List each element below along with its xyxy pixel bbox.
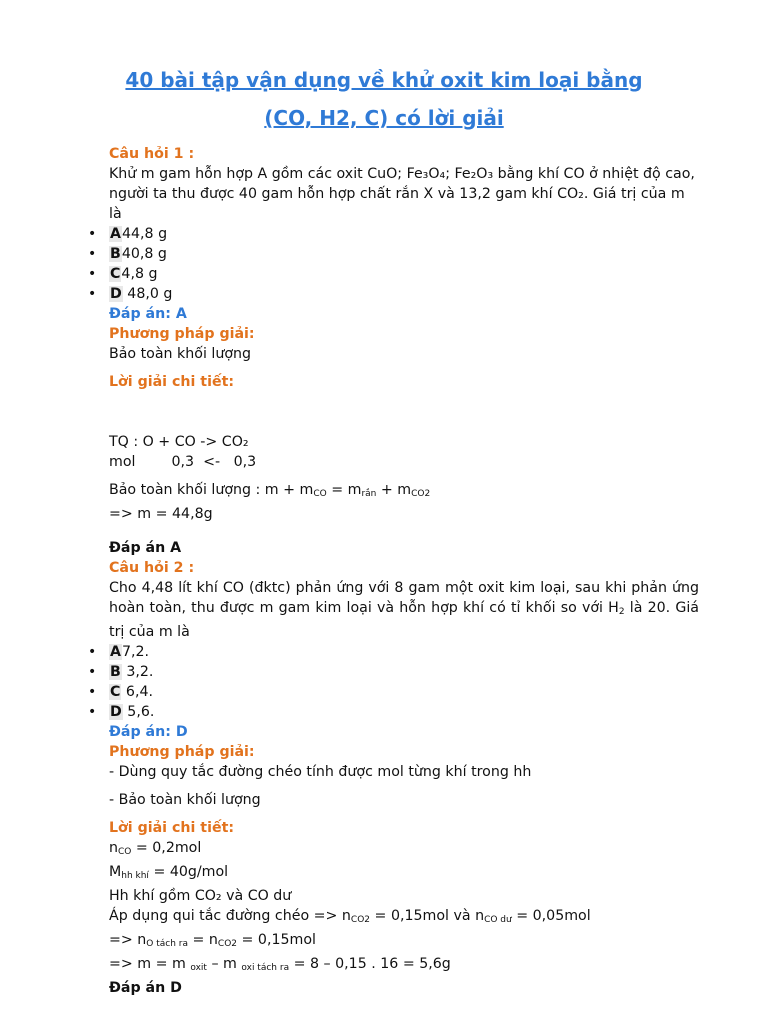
q1-option-a[interactable]: • A44,8 g bbox=[109, 224, 699, 244]
q2-option-b[interactable]: • B 3,2. bbox=[109, 662, 699, 682]
q1-result-line: => m = 44,8g bbox=[109, 506, 213, 522]
q2-heading: Câu hỏi 2 : bbox=[109, 560, 195, 576]
q1-heading: Câu hỏi 1 : bbox=[109, 146, 195, 162]
q1-btkl-line: Bảo toàn khối lượng : $m + m_{CO} = m_{rắn} + m_{CO2}$ bbox=[109, 482, 431, 499]
q2-detail-line-1: $n_{CO} = 0,2mol$ bbox=[109, 840, 202, 857]
q2-detail-line-5: => $n_{O tách ra} = n_{CO2} = 0,15mol$ bbox=[109, 932, 316, 949]
q2-option-a[interactable]: • A7,2. bbox=[109, 642, 699, 662]
page-title-line-2: (CO, H2, C) có lời giải bbox=[264, 106, 504, 130]
q2-option-c[interactable]: • C 6,4. bbox=[109, 682, 699, 702]
q2-detail-line-4: Áp dụng qui tắc đường chéo => $n_{CO2} = 0,15mol$ và $n_{CO dư} = 0,05mol$ bbox=[109, 908, 591, 925]
q2-detail-line-3: Hh khí gồm CO₂ và CO dư bbox=[109, 888, 292, 904]
document-content bbox=[109, 144, 699, 998]
q1-method-line: Bảo toàn khối lượng bbox=[109, 346, 252, 362]
q2-answer: Đáp án: D bbox=[109, 724, 188, 740]
q2-method-line-2: - Bảo toàn khối lượng bbox=[109, 792, 261, 808]
q2-detail-line-2: $M_{hh khí} = 40g/mol$ bbox=[109, 864, 229, 881]
page-title-line-1: 40 bài tập vận dụng về khử oxit kim loại bằng bbox=[125, 68, 643, 92]
q2-detail-heading: Lời giải chi tiết: bbox=[109, 820, 235, 836]
q1-tq-line: TQ : O + CO -> CO₂ bbox=[109, 434, 249, 450]
q1-option-c[interactable]: • C4,8 g bbox=[109, 264, 699, 284]
q1-options bbox=[109, 224, 699, 304]
q2-detail-line-6: => m = m $_{oxit}$ – m $_{oxi tách ra}$ = 8 – 0,15 . 16 = 5,6g bbox=[109, 956, 451, 973]
q2-text: Cho 4,48 lít khí CO (đktc) phản ứng với 8 gam một oxit kim loại, sau khi phản ứng hoàn toàn, thu được m gam kim loại và hỗn hợp khí có tỉ khối so với $H_2$ là 20. Giá trị của m là bbox=[109, 580, 700, 640]
q1-answer: Đáp án: A bbox=[109, 306, 187, 322]
q1-text: Khử m gam hỗn hợp A gồm các oxit CuO; Fe₃O₄; Fe₂O₃ bằng khí CO ở nhiệt độ cao, người ta thu được 40 gam hỗn hợp chất rắn X và 13,2 gam khí CO₂. Giá trị của m là bbox=[109, 166, 695, 222]
q1-mol-line: mol 0,3 <- 0,3 bbox=[109, 454, 257, 470]
q1-final-answer: Đáp án A bbox=[109, 540, 182, 556]
q2-method-line-1: - Dùng quy tắc đường chéo tính được mol từng khí trong hh bbox=[109, 764, 532, 780]
q2-method-heading: Phương pháp giải: bbox=[109, 744, 255, 760]
q1-method-heading: Phương pháp giải: bbox=[109, 326, 255, 342]
q1-option-b[interactable]: • B40,8 g bbox=[109, 244, 699, 264]
q2-options bbox=[109, 642, 699, 722]
q2-final-answer: Đáp án D bbox=[109, 980, 182, 996]
q1-detail-heading: Lời giải chi tiết: bbox=[109, 374, 235, 390]
q2-option-d[interactable]: • D 5,6. bbox=[109, 702, 699, 722]
q1-option-d[interactable]: • D 48,0 g bbox=[109, 284, 699, 304]
